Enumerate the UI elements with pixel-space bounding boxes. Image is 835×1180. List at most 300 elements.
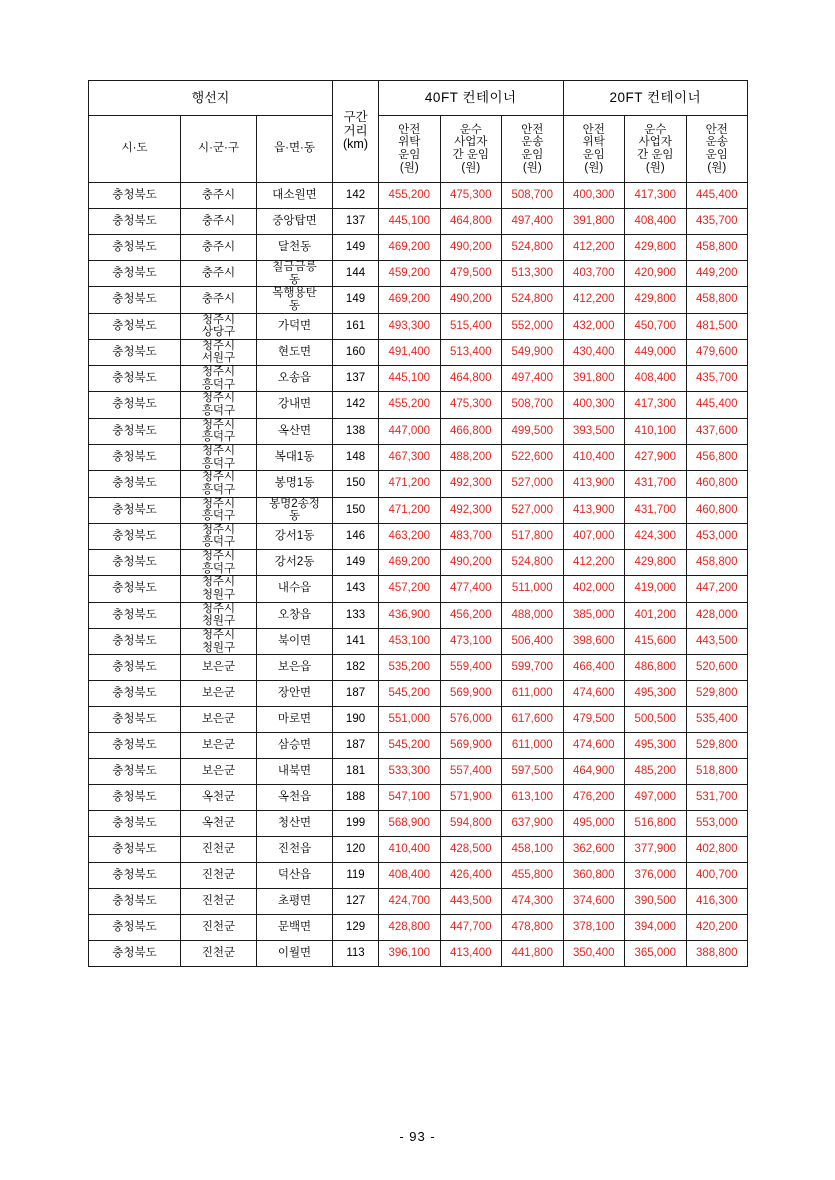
cell-20ft-operator-fee: 401,200 <box>625 602 687 628</box>
cell-40ft-operator-fee: 492,300 <box>440 471 502 497</box>
cell-sigungu <box>181 313 257 339</box>
cell-20ft-operator-fee: 394,000 <box>625 915 687 941</box>
cell-sido: 충청북도 <box>89 915 181 941</box>
cell-40ft-operator-fee: 464,800 <box>440 209 502 235</box>
cell-distance-km: 120 <box>333 837 379 863</box>
cell-40ft-transport-fee: 499,500 <box>502 418 564 444</box>
cell-20ft-operator-fee: 431,700 <box>625 471 687 497</box>
cell-sigungu <box>181 471 257 497</box>
cell-sido: 충청북도 <box>89 313 181 339</box>
table-row <box>89 941 748 967</box>
cell-20ft-safe-consign-fee: 360,800 <box>563 863 625 889</box>
cell-sido: 충청북도 <box>89 837 181 863</box>
cell-20ft-safe-consign-fee: 362,600 <box>563 837 625 863</box>
cell-40ft-operator-fee: 569,900 <box>440 733 502 759</box>
header-20ft-transport-l4: (원) <box>707 161 727 174</box>
cell-20ft-operator-fee: 415,600 <box>625 628 687 654</box>
cell-sigungu <box>181 366 257 392</box>
table-row <box>89 915 748 941</box>
cell-20ft-operator-fee: 429,800 <box>625 287 687 313</box>
table-row <box>89 444 748 470</box>
cell-sido: 충청북도 <box>89 366 181 392</box>
cell-sido: 충청북도 <box>89 471 181 497</box>
cell-eupmyeondong: 가덕면 <box>257 313 333 339</box>
cell-sigungu <box>181 392 257 418</box>
header-20ft-consign-l4: (원) <box>584 161 604 174</box>
cell-40ft-safe-consign-fee: 445,100 <box>379 209 441 235</box>
cell-40ft-safe-consign-fee: 424,700 <box>379 889 441 915</box>
cell-20ft-operator-fee: 516,800 <box>625 811 687 837</box>
cell-40ft-transport-fee: 517,800 <box>502 523 564 549</box>
cell-20ft-operator-fee: 408,400 <box>625 209 687 235</box>
cell-40ft-transport-fee: 488,000 <box>502 602 564 628</box>
cell-distance-km: 161 <box>333 313 379 339</box>
cell-sido: 충청북도 <box>89 550 181 576</box>
cell-sido: 충청북도 <box>89 261 181 287</box>
cell-20ft-operator-fee: 424,300 <box>625 523 687 549</box>
text-line: 목행용탄 <box>272 287 317 300</box>
cell-sigungu <box>181 602 257 628</box>
table-row <box>89 313 748 339</box>
cell-sigungu <box>181 418 257 444</box>
cell-20ft-operator-fee: 450,700 <box>625 313 687 339</box>
text-line: 청주시 <box>201 497 236 510</box>
cell-20ft-safe-consign-fee: 412,200 <box>563 550 625 576</box>
text-line: 청주시 <box>201 523 236 536</box>
table-row <box>89 287 748 313</box>
cell-distance-km: 129 <box>333 915 379 941</box>
cell-20ft-operator-fee: 431,700 <box>625 497 687 523</box>
cell-eupmyeondong: 봉명1동 <box>257 471 333 497</box>
header-20ft-transport-l2: 운송 <box>705 136 728 149</box>
cell-40ft-operator-fee: 483,700 <box>440 523 502 549</box>
cell-eupmyeondong: 중앙탑면 <box>257 209 333 235</box>
header-col-20ft-transport-fee <box>686 116 748 183</box>
table-row <box>89 681 748 707</box>
text-line: 동 <box>288 273 301 286</box>
cell-40ft-transport-fee: 511,000 <box>502 576 564 602</box>
cell-eupmyeondong: 오송읍 <box>257 366 333 392</box>
cell-sido: 충청북도 <box>89 444 181 470</box>
cell-40ft-operator-fee: 475,300 <box>440 392 502 418</box>
cell-distance-km: 188 <box>333 785 379 811</box>
cell-20ft-safe-consign-fee: 464,900 <box>563 759 625 785</box>
cell-40ft-operator-fee: 515,400 <box>440 313 502 339</box>
cell-sido: 충청북도 <box>89 287 181 313</box>
cell-20ft-transport-fee: 460,800 <box>686 471 748 497</box>
cell-distance-km: 149 <box>333 550 379 576</box>
cell-20ft-safe-consign-fee: 413,900 <box>563 497 625 523</box>
header-col-40ft-transport-fee <box>502 116 564 183</box>
cell-40ft-transport-fee: 458,100 <box>502 837 564 863</box>
cell-distance-km: 113 <box>333 941 379 967</box>
header-distance <box>333 81 379 183</box>
header-distance-line3: (km) <box>343 137 369 152</box>
cell-eupmyeondong: 강서2동 <box>257 550 333 576</box>
table-row <box>89 576 748 602</box>
cell-20ft-transport-fee: 458,800 <box>686 287 748 313</box>
cell-20ft-operator-fee: 429,800 <box>625 235 687 261</box>
cell-20ft-transport-fee: 481,500 <box>686 313 748 339</box>
cell-40ft-transport-fee: 524,800 <box>502 287 564 313</box>
cell-20ft-safe-consign-fee: 466,400 <box>563 655 625 681</box>
cell-distance-km: 150 <box>333 471 379 497</box>
text-line: 칠금금릉 <box>272 261 317 273</box>
cell-40ft-operator-fee: 594,800 <box>440 811 502 837</box>
cell-sigungu: 진천군 <box>181 863 257 889</box>
cell-40ft-operator-fee: 477,400 <box>440 576 502 602</box>
cell-sigungu <box>181 444 257 470</box>
cell-sigungu: 보은군 <box>181 707 257 733</box>
cell-20ft-safe-consign-fee: 413,900 <box>563 471 625 497</box>
cell-40ft-operator-fee: 447,700 <box>440 915 502 941</box>
cell-40ft-transport-fee: 613,100 <box>502 785 564 811</box>
header-col-eupmyeondong: 읍·면·동 <box>257 116 333 183</box>
cell-40ft-operator-fee: 576,000 <box>440 707 502 733</box>
cell-40ft-safe-consign-fee: 551,000 <box>379 707 441 733</box>
header-col-sigungu: 시·군·구 <box>181 116 257 183</box>
cell-sido: 충청북도 <box>89 418 181 444</box>
cell-sido: 충청북도 <box>89 235 181 261</box>
table-row <box>89 471 748 497</box>
cell-20ft-transport-fee: 535,400 <box>686 707 748 733</box>
cell-40ft-safe-consign-fee: 547,100 <box>379 785 441 811</box>
cell-40ft-safe-consign-fee: 455,200 <box>379 183 441 209</box>
cell-20ft-operator-fee: 408,400 <box>625 366 687 392</box>
cell-40ft-safe-consign-fee: 469,200 <box>379 287 441 313</box>
cell-eupmyeondong: 삼승면 <box>257 733 333 759</box>
cell-40ft-safe-consign-fee: 493,300 <box>379 313 441 339</box>
cell-eupmyeondong: 내북면 <box>257 759 333 785</box>
header-row-subcolumns <box>89 116 748 183</box>
header-20ft-operator-l4: (원) <box>645 161 665 174</box>
cell-40ft-operator-fee: 492,300 <box>440 497 502 523</box>
cell-20ft-safe-consign-fee: 410,400 <box>563 444 625 470</box>
cell-40ft-safe-consign-fee: 455,200 <box>379 392 441 418</box>
cell-40ft-transport-fee: 513,300 <box>502 261 564 287</box>
cell-distance-km: 137 <box>333 366 379 392</box>
cell-40ft-operator-fee: 569,900 <box>440 681 502 707</box>
cell-40ft-safe-consign-fee: 428,800 <box>379 915 441 941</box>
header-20ft-transport-l3: 운임 <box>705 149 728 161</box>
cell-sigungu: 보은군 <box>181 655 257 681</box>
text-line: 청주시 <box>201 471 236 484</box>
cell-40ft-safe-consign-fee: 463,200 <box>379 523 441 549</box>
cell-20ft-operator-fee: 449,000 <box>625 339 687 365</box>
cell-sido: 충청북도 <box>89 785 181 811</box>
cell-40ft-transport-fee: 549,900 <box>502 339 564 365</box>
cell-20ft-safe-consign-fee: 374,600 <box>563 889 625 915</box>
cell-20ft-operator-fee: 365,000 <box>625 941 687 967</box>
cell-40ft-safe-consign-fee: 457,200 <box>379 576 441 602</box>
cell-20ft-transport-fee: 518,800 <box>686 759 748 785</box>
cell-eupmyeondong <box>257 287 333 313</box>
cell-20ft-safe-consign-fee: 476,200 <box>563 785 625 811</box>
cell-20ft-transport-fee: 443,500 <box>686 628 748 654</box>
cell-20ft-operator-fee: 419,000 <box>625 576 687 602</box>
cell-20ft-transport-fee: 529,800 <box>686 681 748 707</box>
text-line: 청원구 <box>201 589 236 602</box>
cell-sigungu: 옥천군 <box>181 811 257 837</box>
cell-eupmyeondong: 오창읍 <box>257 602 333 628</box>
cell-40ft-safe-consign-fee: 469,200 <box>379 235 441 261</box>
page-footer: - 93 - <box>399 1129 436 1144</box>
cell-20ft-operator-fee: 485,200 <box>625 759 687 785</box>
cell-20ft-transport-fee: 458,800 <box>686 235 748 261</box>
header-40ft-operator-l4: (원) <box>461 161 481 174</box>
cell-sigungu: 옥천군 <box>181 785 257 811</box>
text-line: 청주시 <box>201 602 236 615</box>
table-row <box>89 785 748 811</box>
text-line: 흥덕구 <box>201 405 236 418</box>
cell-20ft-transport-fee: 458,800 <box>686 550 748 576</box>
cell-sigungu: 충주시 <box>181 287 257 313</box>
table-row <box>89 261 748 287</box>
cell-sido: 충청북도 <box>89 183 181 209</box>
cell-sido: 충청북도 <box>89 392 181 418</box>
table-row <box>89 497 748 523</box>
cell-sigungu: 보은군 <box>181 681 257 707</box>
cell-sigungu: 보은군 <box>181 733 257 759</box>
header-40ft-consign-l1: 안전 <box>398 123 421 136</box>
cell-40ft-safe-consign-fee: 453,100 <box>379 628 441 654</box>
cell-20ft-transport-fee: 445,400 <box>686 392 748 418</box>
cell-sigungu: 보은군 <box>181 759 257 785</box>
text-line: 서원구 <box>201 352 236 365</box>
cell-20ft-safe-consign-fee: 350,400 <box>563 941 625 967</box>
cell-20ft-transport-fee: 453,000 <box>686 523 748 549</box>
cell-20ft-transport-fee: 479,600 <box>686 339 748 365</box>
cell-20ft-transport-fee: 460,800 <box>686 497 748 523</box>
text-line: 청주시 <box>201 576 236 589</box>
cell-20ft-operator-fee: 495,300 <box>625 681 687 707</box>
cell-eupmyeondong: 덕산읍 <box>257 863 333 889</box>
cell-eupmyeondong: 옥천읍 <box>257 785 333 811</box>
text-line: 동 <box>288 510 301 523</box>
cell-20ft-transport-fee: 531,700 <box>686 785 748 811</box>
cell-eupmyeondong: 마로면 <box>257 707 333 733</box>
cell-40ft-operator-fee: 571,900 <box>440 785 502 811</box>
text-line: 흥덕구 <box>201 378 236 391</box>
text-line: 청원구 <box>201 615 236 628</box>
cell-40ft-operator-fee: 490,200 <box>440 550 502 576</box>
cell-20ft-safe-consign-fee: 398,600 <box>563 628 625 654</box>
header-40ft-container: 40FT 컨테이너 <box>379 81 564 116</box>
cell-eupmyeondong: 현도면 <box>257 339 333 365</box>
cell-40ft-transport-fee: 527,000 <box>502 497 564 523</box>
cell-sido: 충청북도 <box>89 497 181 523</box>
cell-40ft-safe-consign-fee: 533,300 <box>379 759 441 785</box>
cell-40ft-safe-consign-fee: 491,400 <box>379 339 441 365</box>
table-row <box>89 183 748 209</box>
cell-40ft-transport-fee: 611,000 <box>502 733 564 759</box>
cell-20ft-transport-fee: 449,200 <box>686 261 748 287</box>
cell-sigungu: 충주시 <box>181 235 257 261</box>
cell-40ft-operator-fee: 559,400 <box>440 655 502 681</box>
cell-eupmyeondong: 대소원면 <box>257 183 333 209</box>
cell-40ft-transport-fee: 497,400 <box>502 366 564 392</box>
cell-40ft-transport-fee: 637,900 <box>502 811 564 837</box>
cell-distance-km: 142 <box>333 392 379 418</box>
cell-sido: 충청북도 <box>89 681 181 707</box>
header-40ft-transport-l2: 운송 <box>521 136 544 149</box>
cell-sido: 충청북도 <box>89 889 181 915</box>
cell-20ft-safe-consign-fee: 385,000 <box>563 602 625 628</box>
cell-40ft-safe-consign-fee: 545,200 <box>379 681 441 707</box>
cell-sido: 충청북도 <box>89 523 181 549</box>
table-row <box>89 366 748 392</box>
text-line: 동 <box>288 299 301 312</box>
cell-sido: 충청북도 <box>89 733 181 759</box>
cell-eupmyeondong: 강내면 <box>257 392 333 418</box>
cell-40ft-operator-fee: 490,200 <box>440 235 502 261</box>
text-line: 흥덕구 <box>201 431 236 444</box>
cell-40ft-safe-consign-fee: 568,900 <box>379 811 441 837</box>
text-line: 청주시 <box>201 366 236 379</box>
cell-sido: 충청북도 <box>89 941 181 967</box>
table-row <box>89 811 748 837</box>
header-20ft-operator-l1: 운수 <box>644 123 667 136</box>
header-distance-line1: 구간 <box>343 109 368 124</box>
cell-sigungu <box>181 523 257 549</box>
cell-20ft-safe-consign-fee: 400,300 <box>563 183 625 209</box>
cell-40ft-transport-fee: 508,700 <box>502 392 564 418</box>
cell-20ft-operator-fee: 420,900 <box>625 261 687 287</box>
cell-40ft-transport-fee: 497,400 <box>502 209 564 235</box>
table-row <box>89 392 748 418</box>
cell-sigungu: 진천군 <box>181 941 257 967</box>
text-line: 상당구 <box>201 326 236 339</box>
cell-20ft-operator-fee: 417,300 <box>625 183 687 209</box>
cell-20ft-safe-consign-fee: 393,500 <box>563 418 625 444</box>
cell-eupmyeondong: 초평면 <box>257 889 333 915</box>
table-row <box>89 209 748 235</box>
table-row <box>89 733 748 759</box>
cell-sigungu: 진천군 <box>181 915 257 941</box>
cell-40ft-transport-fee: 506,400 <box>502 628 564 654</box>
header-40ft-transport-l1: 안전 <box>521 123 544 136</box>
cell-distance-km: 182 <box>333 655 379 681</box>
cell-sido: 충청북도 <box>89 707 181 733</box>
header-destination-group: 행선지 <box>89 81 333 116</box>
header-col-20ft-operator-fee <box>625 116 687 183</box>
cell-20ft-operator-fee: 377,900 <box>625 837 687 863</box>
cell-20ft-safe-consign-fee: 407,000 <box>563 523 625 549</box>
cell-40ft-transport-fee: 455,800 <box>502 863 564 889</box>
header-40ft-consign-l3: 운임 <box>398 149 421 161</box>
cell-sigungu <box>181 339 257 365</box>
cell-20ft-operator-fee: 497,000 <box>625 785 687 811</box>
cell-40ft-transport-fee: 524,800 <box>502 235 564 261</box>
table-row <box>89 655 748 681</box>
cell-sigungu: 충주시 <box>181 261 257 287</box>
cell-40ft-operator-fee: 464,800 <box>440 366 502 392</box>
cell-sido: 충청북도 <box>89 576 181 602</box>
header-40ft-transport-l4: (원) <box>522 161 542 174</box>
cell-20ft-transport-fee: 388,800 <box>686 941 748 967</box>
text-line: 청주시 <box>201 418 236 431</box>
cell-20ft-operator-fee: 376,000 <box>625 863 687 889</box>
cell-20ft-safe-consign-fee: 412,200 <box>563 287 625 313</box>
header-40ft-consign-l2: 위탁 <box>398 136 421 149</box>
text-line: 청주시 <box>201 628 236 641</box>
cell-sigungu: 진천군 <box>181 889 257 915</box>
table-row <box>89 707 748 733</box>
cell-distance-km: 119 <box>333 863 379 889</box>
table-row <box>89 550 748 576</box>
cell-20ft-transport-fee: 420,200 <box>686 915 748 941</box>
header-40ft-operator-l2: 사업자 <box>454 136 488 149</box>
cell-sigungu <box>181 497 257 523</box>
cell-40ft-safe-consign-fee: 469,200 <box>379 550 441 576</box>
cell-40ft-transport-fee: 599,700 <box>502 655 564 681</box>
cell-sido: 충청북도 <box>89 759 181 785</box>
cell-eupmyeondong <box>257 261 333 287</box>
cell-distance-km: 149 <box>333 287 379 313</box>
cell-eupmyeondong: 보은읍 <box>257 655 333 681</box>
cell-40ft-operator-fee: 557,400 <box>440 759 502 785</box>
header-40ft-operator-l3: 간 운임 <box>452 149 490 161</box>
cell-eupmyeondong: 달천동 <box>257 235 333 261</box>
text-line: 흥덕구 <box>201 483 236 496</box>
header-20ft-consign-l3: 운임 <box>582 149 605 161</box>
cell-20ft-safe-consign-fee: 391,800 <box>563 366 625 392</box>
cell-20ft-safe-consign-fee: 378,100 <box>563 915 625 941</box>
text-line: 흥덕구 <box>201 510 236 523</box>
text-line: 흥덕구 <box>201 536 236 549</box>
cell-distance-km: 181 <box>333 759 379 785</box>
cell-eupmyeondong: 강서1동 <box>257 523 333 549</box>
header-40ft-consign-l4: (원) <box>399 161 419 174</box>
table-row <box>89 837 748 863</box>
text-line: 청주시 <box>201 313 236 326</box>
cell-distance-km: 133 <box>333 602 379 628</box>
cell-20ft-transport-fee: 445,400 <box>686 183 748 209</box>
cell-20ft-operator-fee: 500,500 <box>625 707 687 733</box>
cell-40ft-transport-fee: 524,800 <box>502 550 564 576</box>
header-col-20ft-safe-consign-fee <box>563 116 625 183</box>
cell-eupmyeondong: 북이면 <box>257 628 333 654</box>
cell-40ft-transport-fee: 611,000 <box>502 681 564 707</box>
table-row <box>89 339 748 365</box>
cell-distance-km: 141 <box>333 628 379 654</box>
header-40ft-operator-l1: 운수 <box>459 123 482 136</box>
cell-sido: 충청북도 <box>89 628 181 654</box>
table-row <box>89 759 748 785</box>
header-20ft-operator-l2: 사업자 <box>638 136 672 149</box>
cell-sigungu: 충주시 <box>181 209 257 235</box>
cell-40ft-safe-consign-fee: 535,200 <box>379 655 441 681</box>
cell-20ft-transport-fee: 402,800 <box>686 837 748 863</box>
cell-20ft-transport-fee: 437,600 <box>686 418 748 444</box>
cell-distance-km: 142 <box>333 183 379 209</box>
cell-40ft-operator-fee: 426,400 <box>440 863 502 889</box>
header-40ft-transport-l3: 운임 <box>521 149 544 161</box>
cell-eupmyeondong <box>257 497 333 523</box>
cell-40ft-transport-fee: 508,700 <box>502 183 564 209</box>
text-line: 흥덕구 <box>201 562 236 575</box>
header-20ft-consign-l2: 위탁 <box>582 136 605 149</box>
cell-sido: 충청북도 <box>89 655 181 681</box>
cell-distance-km: 187 <box>333 681 379 707</box>
cell-20ft-safe-consign-fee: 412,200 <box>563 235 625 261</box>
cell-20ft-safe-consign-fee: 391,800 <box>563 209 625 235</box>
cell-40ft-safe-consign-fee: 447,000 <box>379 418 441 444</box>
cell-eupmyeondong: 복대1동 <box>257 444 333 470</box>
cell-40ft-operator-fee: 428,500 <box>440 837 502 863</box>
cell-distance-km: 137 <box>333 209 379 235</box>
cell-40ft-operator-fee: 513,400 <box>440 339 502 365</box>
